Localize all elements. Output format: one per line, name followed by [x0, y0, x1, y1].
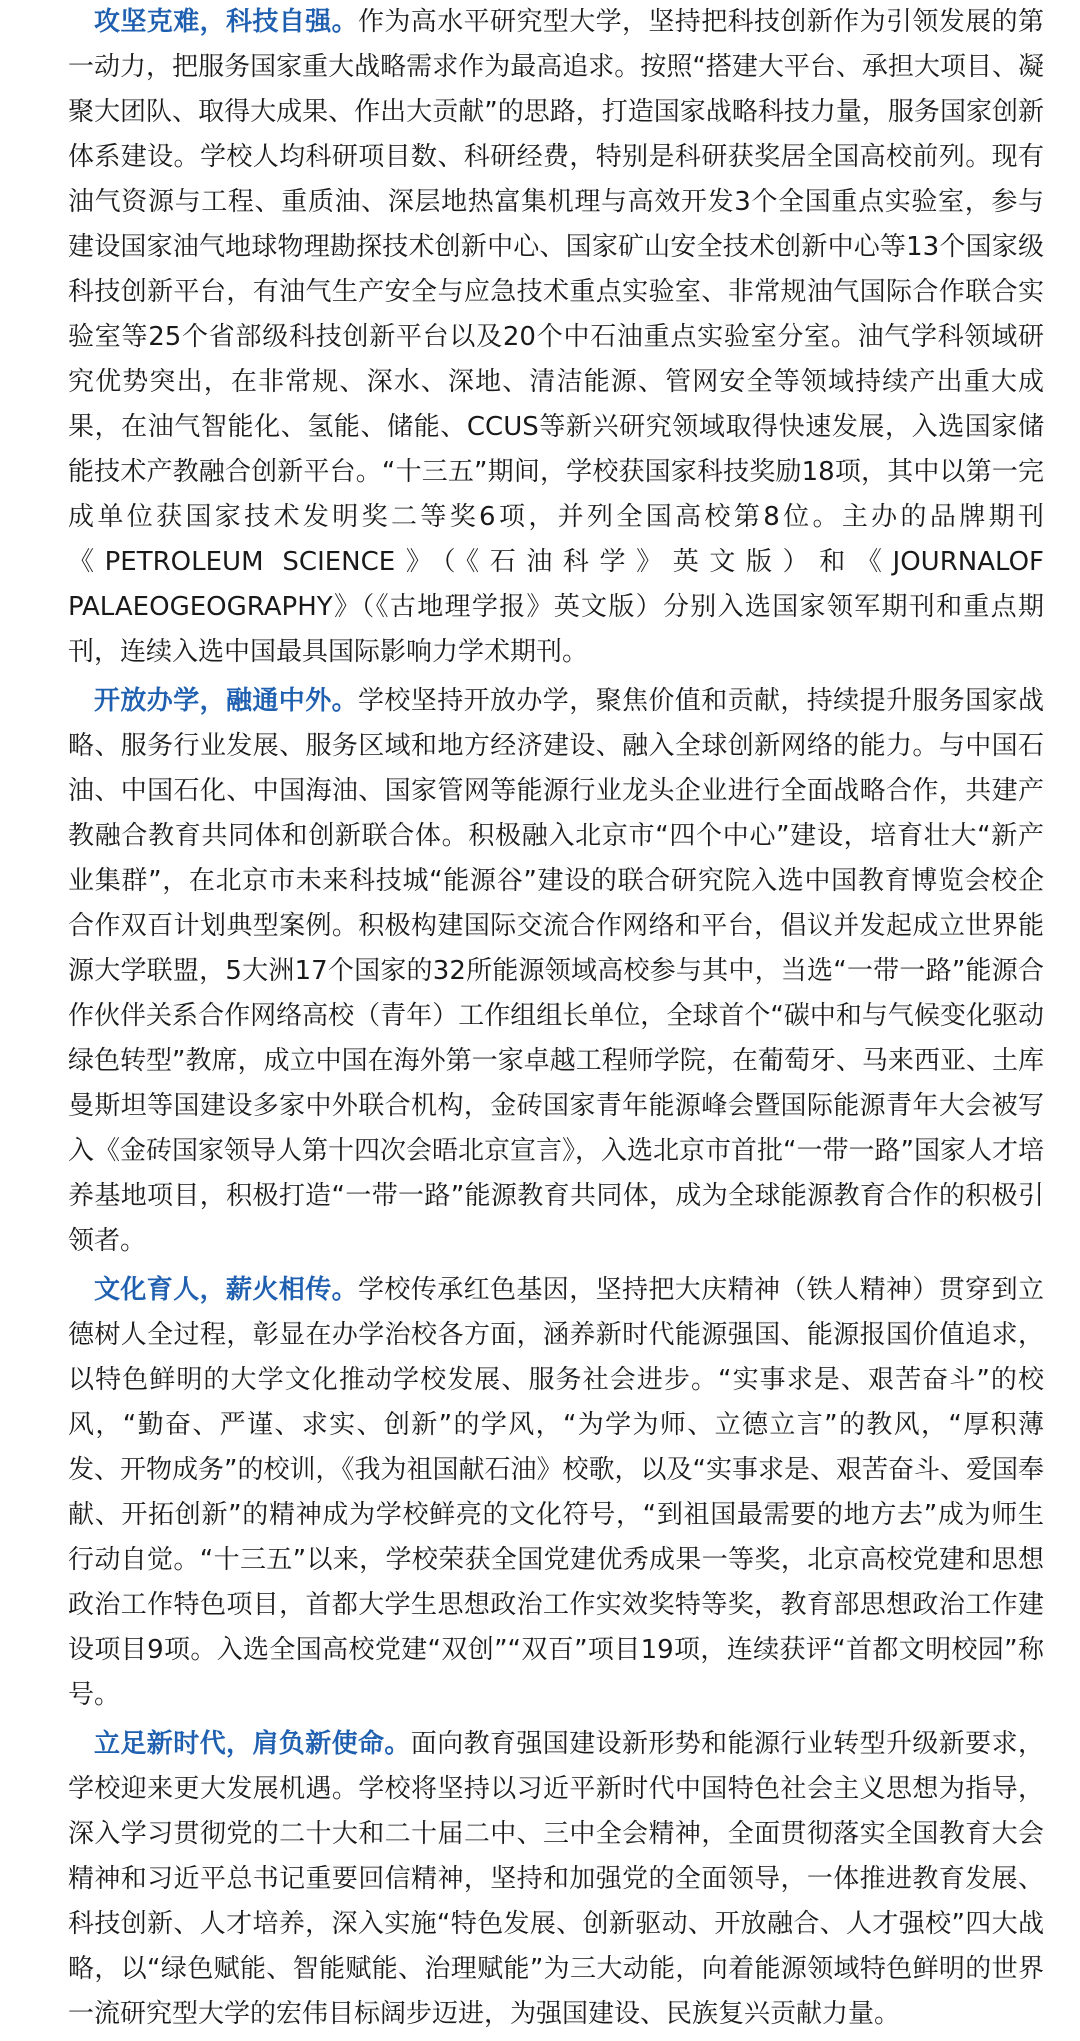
paragraph-text: 学校传承红色基因，坚持把大庆精神（铁人精神）贯穿到立德树人全过程，彰显在办学治校各方面，涵养新时代能源强国、能源报国价值追求，以特色鲜明的大学文化推动学校发展、服务社会进步。“实事求是、艰苦奋斗”的校风，“勤奋、严谨、求实、创新”的学风，“为学为师、立德立言”的教风，“厚积薄发、开物成务”的校训，《我为祖国献石油》校歌，以及“实事求是、艰苦奋斗、爱国奉献、开拓创新”的精神成为学校鲜亮的文化符号，“到祖国最需要的地方去”成为师生行动自觉。“十三五”以来，学校荣获全国党建优秀成果一等奖，北京高校党建和思想政治工作特色项目，首都大学生思想政治工作实效奖特等奖，教育部思想政治工作建设项目9项。入选全国高校党建“双创”“双百”项目19项，连续获评“首都文明校园”称号。: [68, 1275, 1044, 1710]
paragraph-lead: 文化育人，薪火相传。: [94, 1275, 358, 1305]
paragraph-text: 面向教育强国建设新形势和能源行业转型升级新要求，学校迎来更大发展机遇。学校将坚持以习近平新时代中国特色社会主义思想为指导，深入学习贯彻党的二十大和二十届二中、三中全会精神，全面贯彻落实全国教育大会精神和习近平总书记重要回信精神，坚持和加强党的全面领导，一体推进教育发展、科技创新、人才培养，深入实施“特色发展、创新驱动、开放融合、人才强校”四大战略，以“绿色赋能、智能赋能、治理赋能”为三大动能，向着能源领域特色鲜明的世界一流研究型大学的宏伟目标阔步迈进，为强国建设、民族复兴贡献力量。: [68, 1729, 1044, 2029]
paragraph-lead: 攻坚克难，科技自强。: [94, 7, 358, 37]
paragraph-mission: [68, 1722, 1044, 2037]
paragraph-lead: 开放办学，融通中外。: [94, 686, 358, 716]
paragraph-text: 学校坚持开放办学，聚焦价值和贡献，持续提升服务国家战略、服务行业发展、服务区域和地方经济建设、融入全球创新网络的能力。与中国石油、中国石化、中国海油、国家管网等能源行业龙头企业进行全面战略合作，共建产教融合教育共同体和创新联合体。积极融入北京市“四个中心”建设，培育壮大“新产业集群”，在北京市未来科技城“能源谷”建设的联合研究院入选中国教育博览会校企合作双百计划典型案例。积极构建国际交流合作网络和平台，倡议并发起成立世界能源大学联盟，5大洲17个国家的32所能源领域高校参与其中，当选“一带一路”能源合作伙伴关系合作网络高校（青年）工作组组长单位，全球首个“碳中和与气候变化驱动绿色转型”教席，成立中国在海外第一家卓越工程师学院，在葡萄牙、马来西亚、土库曼斯坦等国建设多家中外联合机构，金砖国家青年能源峰会暨国际能源青年大会被写入《金砖国家领导人第十四次会晤北京宣言》，入选北京市首批“一带一路”国家人才培养基地项目，积极打造“一带一路”能源教育共同体，成为全球能源教育合作的积极引领者。: [68, 686, 1044, 1256]
paragraph-text: 作为高水平研究型大学，坚持把科技创新作为引领发展的第一动力，把服务国家重大战略需求作为最高追求。按照“搭建大平台、承担大项目、凝聚大团队、取得大成果、作出大贡献”的思路，打造国家战略科技力量，服务国家创新体系建设。学校人均科研项目数、科研经费，特别是科研获奖居全国高校前列。现有油气资源与工程、重质油、深层地热富集机理与高效开发3个全国重点实验室，参与建设国家油气地球物理勘探技术创新中心、国家矿山安全技术创新中心等13个国家级科技创新平台，有油气生产安全与应急技术重点实验室、非常规油气国际合作联合实验室等25个省部级科技创新平台以及20个中石油重点实验室分室。油气学科领域研究优势突出，在非常规、深水、深地、清洁能源、管网安全等领域持续产出重大成果，在油气智能化、氢能、储能、CCUS等新兴研究领域取得快速发展，入选国家储能技术产教融合创新平台。“十三五”期间，学校获国家科技奖励18项，其中以第一完成单位获国家技术发明奖二等奖6项，并列全国高校第8位。主办的品牌期刊《PETROLEUM SCIENCE》（《石油科学》英文版）和《JOURNALOF PALAEOGEOGRAPHY》（《古地理学报》英文版）分别入选国家领军期刊和重点期刊，连续入选中国最具国际影响力学术期刊。: [68, 7, 1044, 667]
paragraph-open: [68, 679, 1044, 1264]
paragraph-tech: [68, 0, 1044, 675]
article-body: [68, 0, 1044, 2041]
paragraph-culture: [68, 1268, 1044, 1718]
paragraph-lead: 立足新时代，肩负新使命。: [94, 1729, 411, 1759]
